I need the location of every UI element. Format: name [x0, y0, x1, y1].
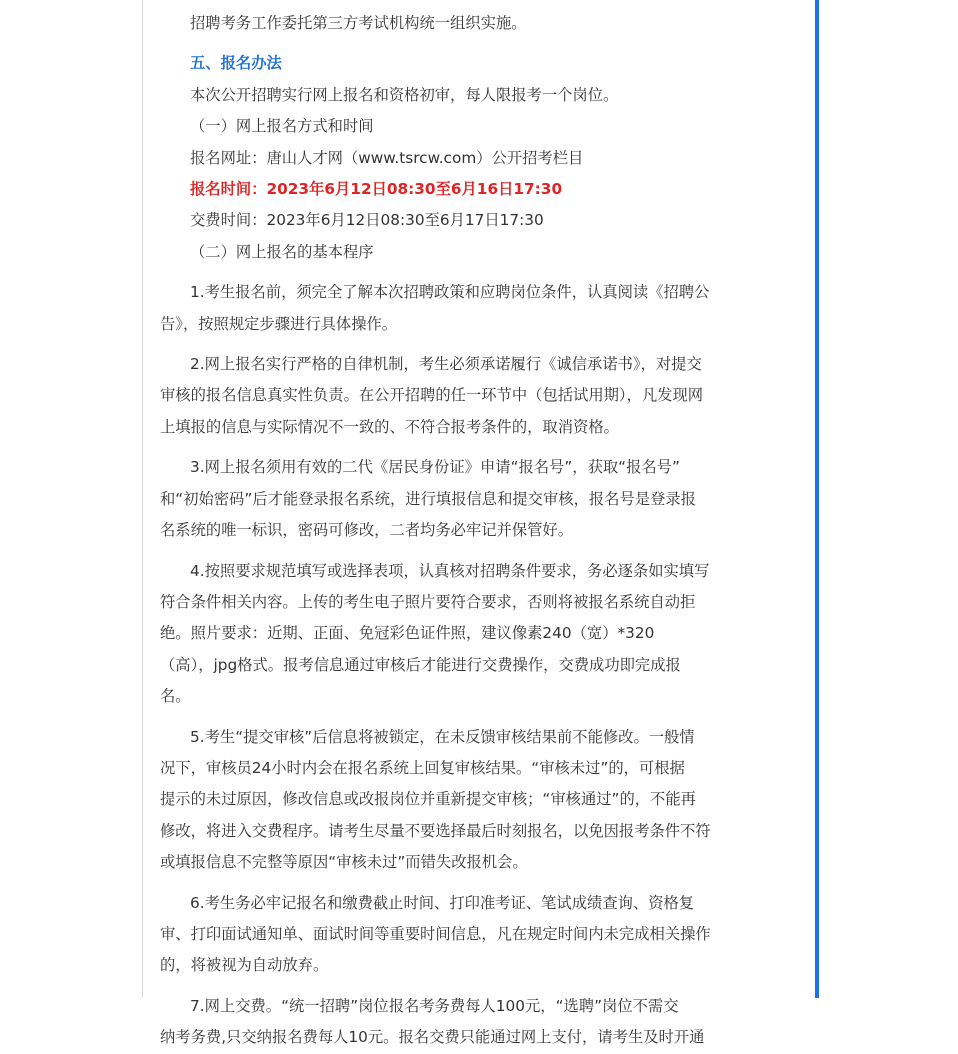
item-line: 符合条件相关内容。上传的考生电子照片要符合要求，否则将被报名系统自动拒 — [160, 592, 696, 611]
item-line: 的，将被视为自动放弃。 — [160, 956, 329, 975]
item-line: 7.网上交费。“统一招聘”岗位报名考务费每人100元，“选聘”岗位不需交 — [190, 996, 679, 1015]
left-divider — [142, 0, 143, 998]
item-line: 名系统的唯一标识，密码可修改，二者均务必牢记并保管好。 — [160, 521, 574, 540]
registration-site-line: 报名网址：唐山人才网（www.tsrcw.com）公开招考栏目 — [190, 148, 584, 167]
section-title: 五、报名办法 — [190, 54, 282, 73]
procedure-item-6 — [160, 888, 780, 982]
procedure-item-7 — [160, 991, 780, 1054]
item-line: 绝。照片要求：近期、正面、免冠彩色证件照，建议像素240（宽）*320 — [160, 624, 655, 643]
procedure-item-5 — [160, 722, 780, 879]
item-line: 审核的报名信息真实性负责。在公开招聘的任一环节中（包括试用期），凡发现网 — [160, 386, 704, 405]
item-line: 2.网上报名实行严格的自律机制，考生必须承诺履行《诚信承诺书》，对提交 — [190, 355, 702, 374]
procedure-item-4 — [160, 556, 780, 713]
item-line: 告》，按照规定步骤进行具体操作。 — [160, 314, 398, 333]
item-line: 1.考生报名前，须完全了解本次招聘政策和应聘岗位条件，认真阅读《招聘公 — [190, 283, 710, 302]
item-line: 提示的未过原因，修改信息或改报岗位并重新提交审核；“审核通过”的，不能再 — [160, 790, 696, 809]
item-line: （高），jpg格式。报考信息通过审核后才能进行交费操作，交费成功即完成报 — [160, 655, 681, 674]
article-body — [160, 8, 780, 1054]
item-line: 审、打印面试通知单、面试时间等重要时间信息，凡在规定时间内未完成相关操作 — [160, 924, 711, 943]
registration-time-line: 报名时间：2023年6月12日08:30至6月16日17:30 — [190, 180, 563, 199]
item-line: 4.按照要求规范填写或选择表项，认真核对招聘条件要求，务必逐条如实填写 — [190, 561, 710, 580]
procedure-item-1 — [160, 277, 780, 340]
item-line: 或填报信息不完整等原因“审核未过”而错失改报机会。 — [160, 853, 528, 872]
item-line: 和“初始密码”后才能登录报名系统，进行填报信息和提交审核，报名号是登录报 — [160, 489, 696, 508]
intro-line: 招聘考务工作委托第三方考试机构统一组织实施。 — [190, 14, 527, 32]
item-line: 名。 — [160, 687, 191, 706]
fee-time-line: 交费时间：2023年6月12日08:30至6月17日17:30 — [190, 211, 544, 230]
subsection-title-online-registration: （一）网上报名方式和时间 — [190, 117, 374, 136]
item-line: 修改，将进入交费程序。请考生尽量不要选择最后时刻报名，以免因报考条件不符 — [160, 821, 711, 840]
item-line: 况下，审核员24小时内会在报名系统上回复审核结果。“审核未过”的，可根据 — [160, 758, 685, 777]
procedure-item-3 — [160, 452, 780, 546]
procedure-item-2 — [160, 349, 780, 443]
item-line: 5.考生“提交审核”后信息将被锁定，在未反馈审核结果前不能修改。一般情 — [190, 727, 695, 746]
right-accent-border — [815, 0, 819, 998]
item-line: 3.网上报名须用有效的二代《居民身份证》申请“报名号”，获取“报名号” — [190, 458, 680, 477]
item-line: 6.考生务必牢记报名和缴费截止时间、打印准考证、笔试成绩查询、资格复 — [190, 893, 695, 912]
paragraph-registration-method: 本次公开招聘实行网上报名和资格初审，每人限报考一个岗位。 — [190, 85, 619, 104]
item-line: 上填报的信息与实际情况不一致的、不符合报考条件的，取消资格。 — [160, 417, 619, 436]
subsection-title-procedure: （二）网上报名的基本程序 — [190, 242, 374, 261]
item-line: 纳考务费,只交纳报名费每人10元。报名交费只能通过网上支付，请考生及时开通 — [160, 1028, 705, 1047]
